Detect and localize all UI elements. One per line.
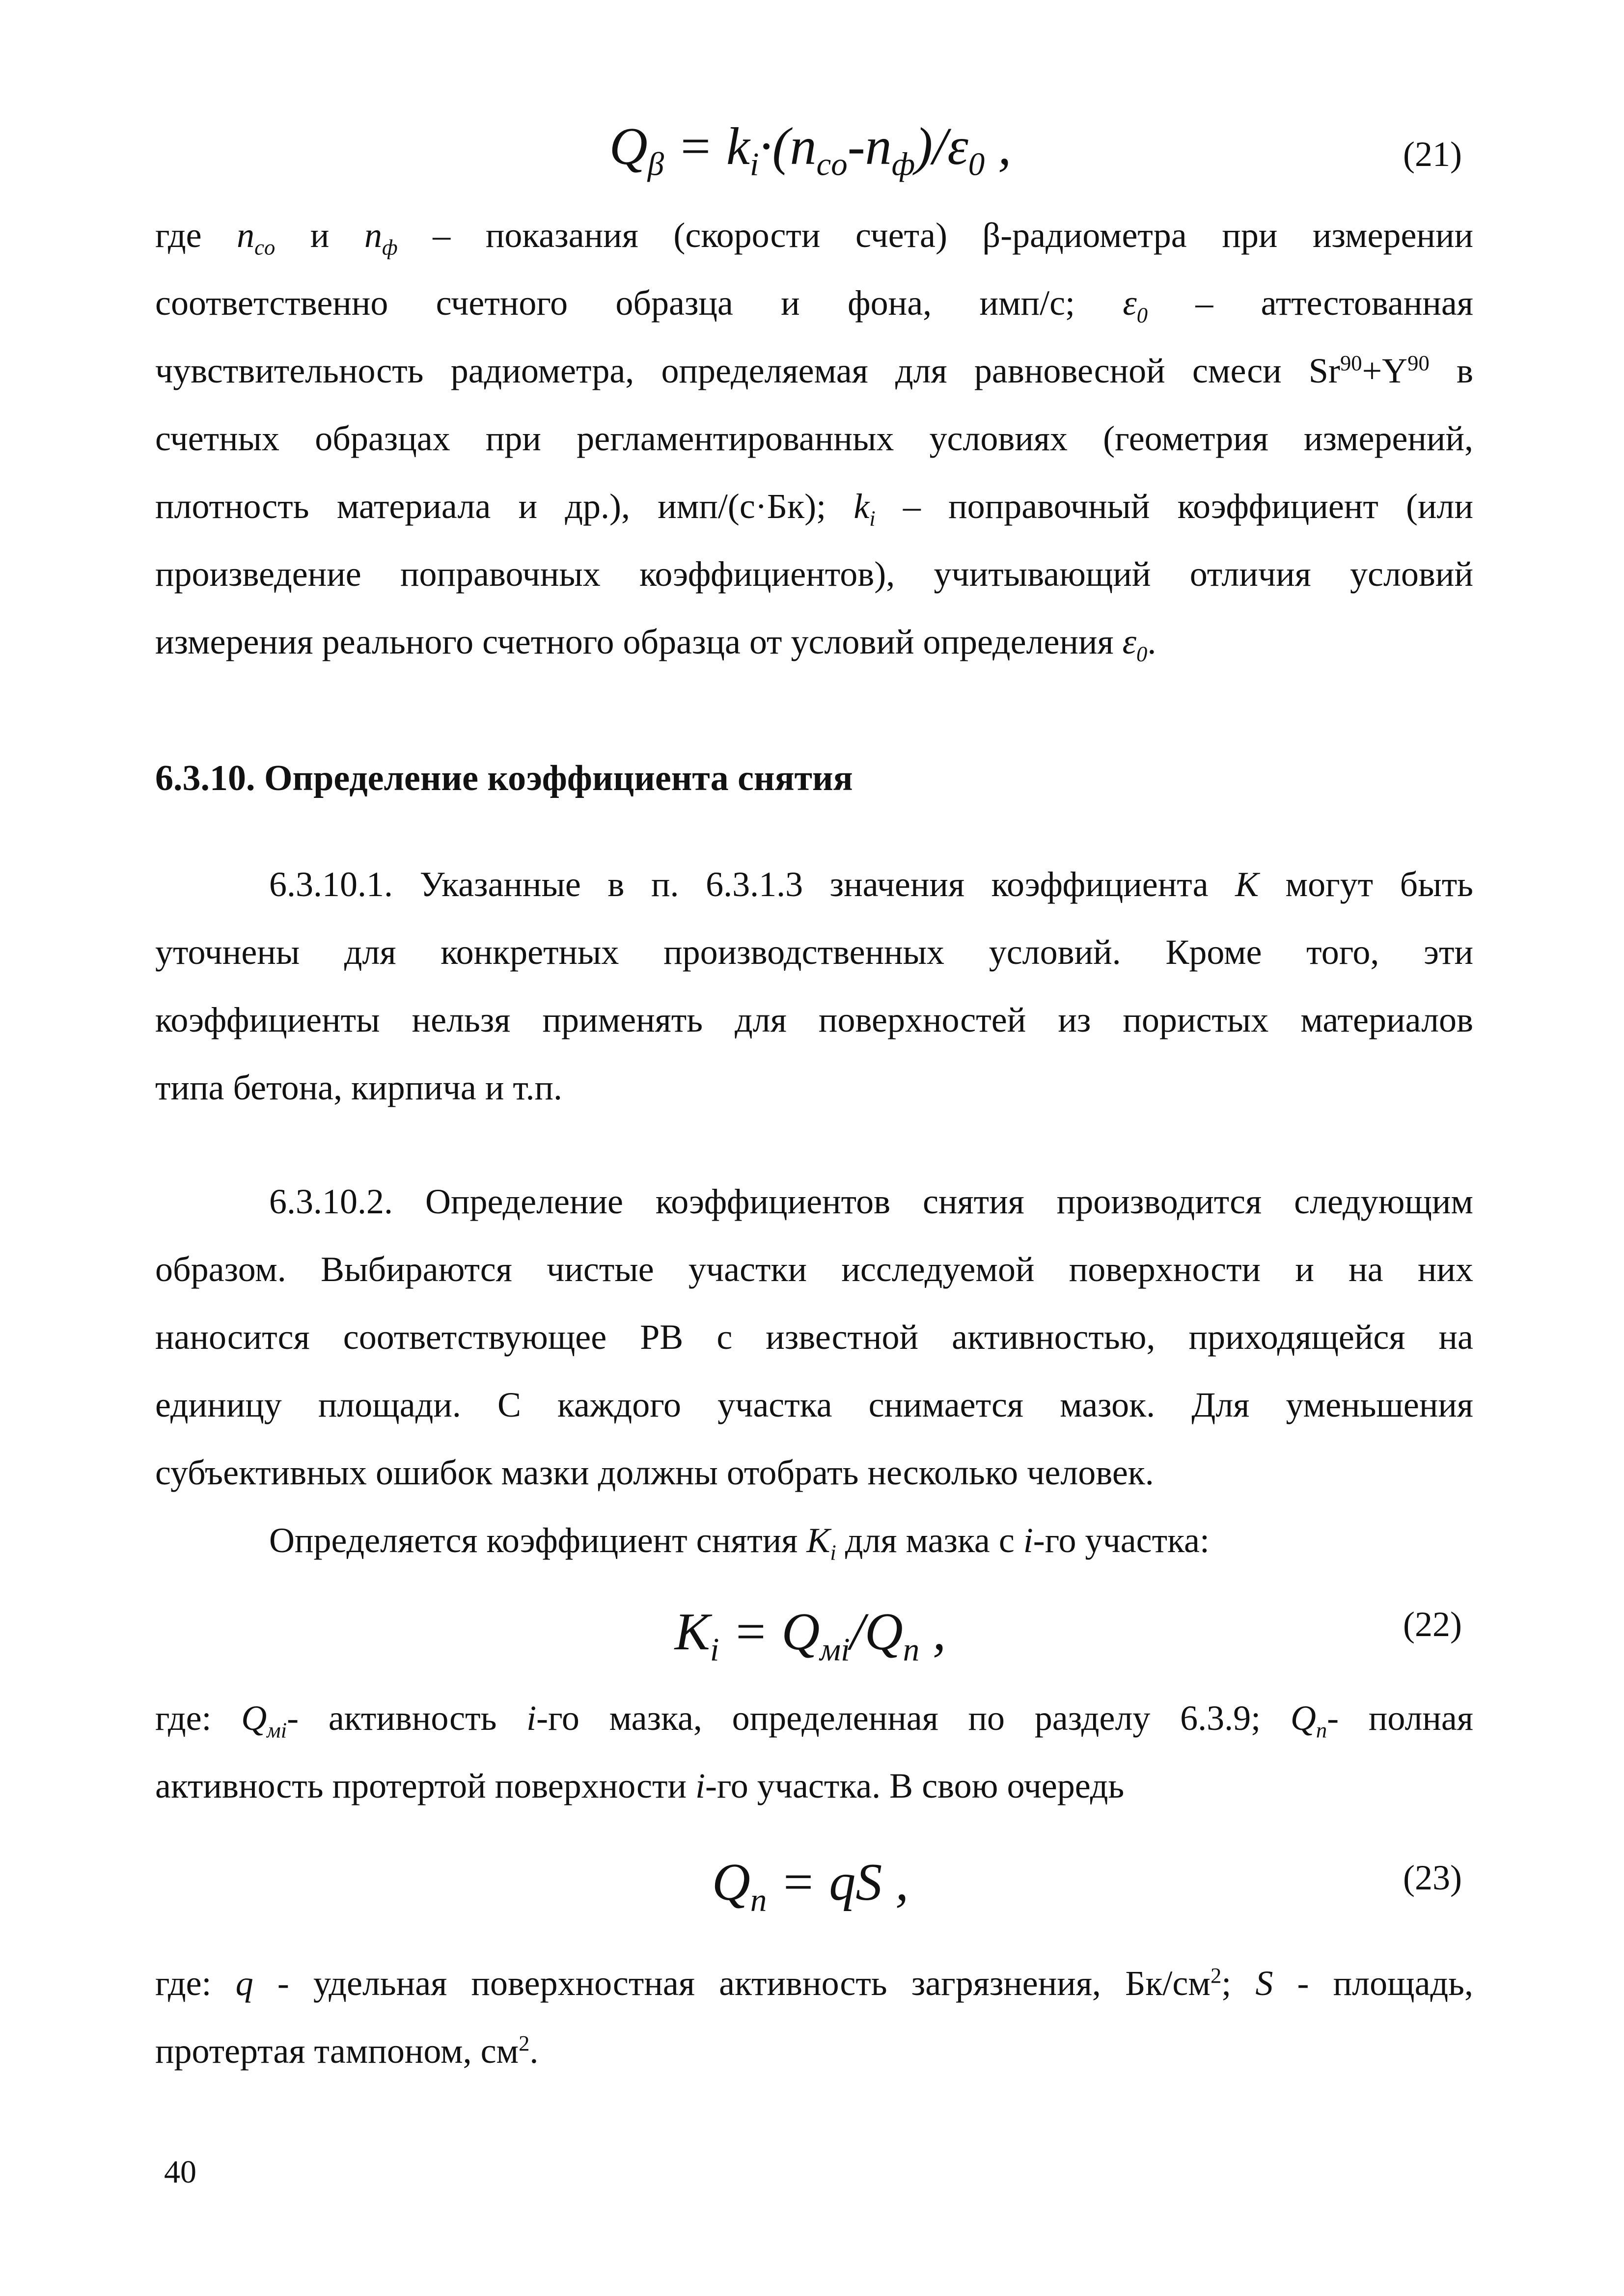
para5-line: активность протертой поверхности i-го участка. В свою очередь	[155, 1766, 1125, 1805]
para1-line: плотность материала и др.), имп/(с·Бк); $k_i$ – поправочный коэффициент (или	[155, 487, 1474, 531]
para1-line: счетных образцах при регламентированных условиях (геометрия измерений,	[155, 419, 1473, 458]
para6-line: где: q - удельная поверхностная активность загрязнения, $Бк/см^2$; S - площадь,	[155, 1963, 1473, 2003]
para2-line: 6.3.10.1. Указанные в п. 6.3.1.3 значения коэффициента К могут быть	[269, 865, 1473, 904]
formula-22	[147, 1603, 1473, 1668]
para4-line: Определяется коэффициент снятия $K_i$ для мазка с i-го участка:	[269, 1521, 1210, 1565]
para2-line: уточнены для конкретных производственных условий. Кроме того, эти	[155, 932, 1473, 972]
formula-23	[147, 1853, 1473, 1918]
para3-line: образом. Выбираются чистые участки исследуемой поверхности и на них	[155, 1250, 1473, 1289]
para2-line: коэффициенты нельзя применять для поверхностей из пористых материалов	[155, 1000, 1473, 1039]
formula-21-number: (21)	[1403, 135, 1462, 174]
page-number: 40	[164, 2154, 196, 2190]
para5-line: где: $Q_{мi}-$ активность i-го мазка, определенная по разделу 6.3.9; $Q_n-$ полная	[155, 1698, 1473, 1743]
para6-line: протертая тампоном, $см^2$.	[155, 2031, 539, 2071]
formula-23-number: (23)	[1403, 1858, 1462, 1897]
formula-21-expression: $Q_\beta = k_i\cdot(n_{co}-n_ф)/\varepsilon_0$ ,	[609, 117, 1012, 183]
formula-21	[147, 117, 1473, 183]
section-heading: 6.3.10. Определение коэффициента снятия	[155, 758, 853, 798]
para2-line: типа бетона, кирпича и т.п.	[155, 1068, 562, 1107]
para1-line: измерения реального счетного образца от условий определения $\varepsilon_0$.	[155, 622, 1156, 666]
para1-line: где $n_{co}$ и $n_ф$ – показания (скорости счета) β-радиометра при измерении	[155, 216, 1474, 260]
para3-line: 6.3.10.2. Определение коэффициентов снятия производится следующим	[269, 1182, 1473, 1221]
formula-22-expression: $K_i = Q_{мi}/Q_n$ ,	[674, 1603, 946, 1668]
para3-line: единицу площади. С каждого участка снимается мазок. Для уменьшения	[155, 1385, 1473, 1424]
para1-line: произведение поправочных коэффициентов), учитывающий отличия условий	[155, 554, 1473, 594]
formula-23-expression: $Q_n$ = qS ,	[712, 1853, 909, 1918]
para1-line: соответственно счетного образца и фона, имп/с; $\varepsilon_0$ – аттестованная	[155, 283, 1474, 328]
formula-22-number: (22)	[1403, 1605, 1462, 1644]
para3-line: наносится соответствующее РВ с известной активностью, приходящейся на	[155, 1317, 1473, 1357]
para1-line: чувствительность радиометра, определяемая для равновесной смеси $Sr^{90}+Y^{90}$ в	[155, 351, 1474, 390]
para3-line: субъективных ошибок мазки должны отобрать несколько человек.	[155, 1453, 1154, 1492]
